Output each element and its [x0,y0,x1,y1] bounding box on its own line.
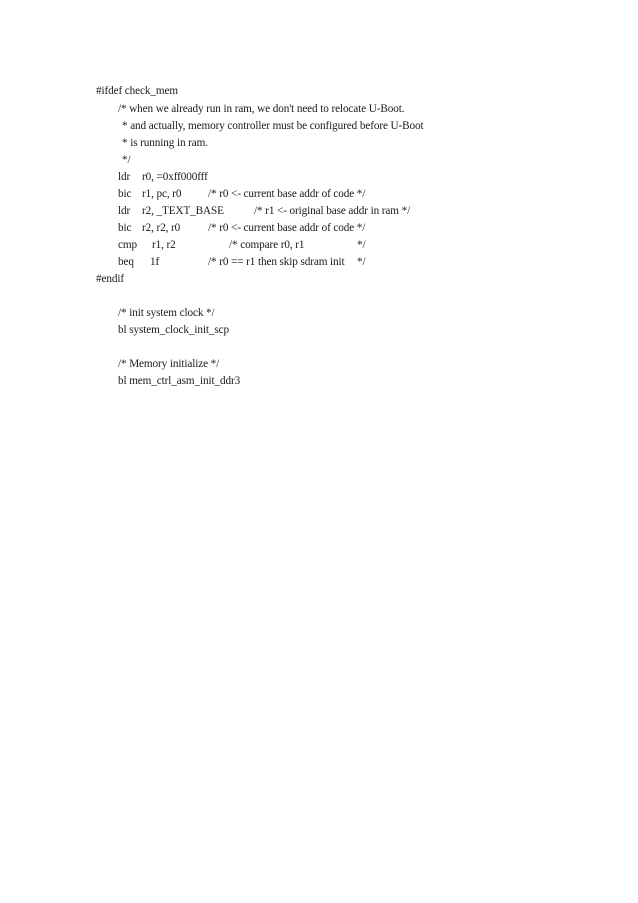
code-line-memory-comment: /* Memory initialize */ [118,358,220,370]
instruction-comment: /* r0 <- current base addr of code */ [208,188,366,200]
instruction-comment-end: */ [357,239,366,251]
code-line-ifdef: #ifdef check_mem [96,85,178,97]
code-line-endif: #endif [96,273,124,285]
instruction-operands: r2, _TEXT_BASE [142,205,224,217]
instruction-mnemonic: bic [118,188,132,200]
code-line-clock-comment: /* init system clock */ [118,307,215,319]
code-line-comment-3: * is running in ram. [122,137,208,149]
instruction-mnemonic: bic [118,222,132,234]
instruction-operands: 1f [150,256,160,268]
code-line-comment-start: /* when we already run in ram, we don't need to relocate U-Boot. [118,103,405,115]
instruction-comment: /* r0 <- current base addr of code */ [208,222,366,234]
instruction-mnemonic: ldr [118,205,131,217]
instruction-comment-end: */ [357,256,366,268]
instruction-operands: r2, r2, r0 [142,222,181,234]
instruction-mnemonic: ldr [118,171,131,183]
instruction-comment: /* r0 == r1 then skip sdram init [208,256,345,268]
instruction-operands: r1, r2 [152,239,176,251]
code-line-comment-2: * and actually, memory controller must be configured before U-Boot [122,120,424,132]
instruction-comment: /* compare r0, r1 [229,239,305,251]
instruction-operands: r0, =0xff000fff [142,171,208,183]
instruction-mnemonic: beq [118,256,134,268]
code-line-memory-call: bl mem_ctrl_asm_init_ddr3 [118,375,241,387]
instruction-operands: r1, pc, r0 [142,188,182,200]
code-line-comment-end: */ [122,154,131,166]
instruction-mnemonic: cmp [118,239,137,251]
instruction-comment: /* r1 <- original base addr in ram */ [254,205,411,217]
code-line-clock-call: bl system_clock_init_scp [118,324,230,336]
